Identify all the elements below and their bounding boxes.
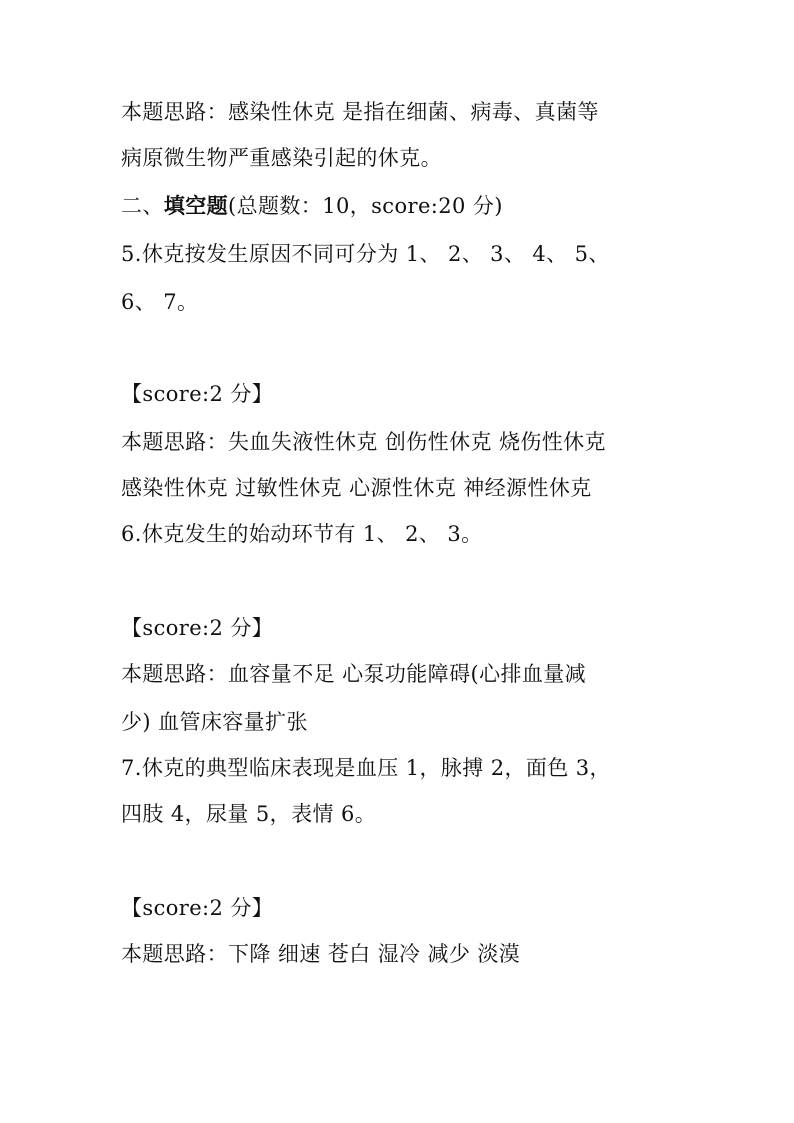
q7-question-line-1: 7.休克的典型临床表现是血压 1，脉搏 2，面色 3， — [121, 756, 611, 780]
section-prefix: 二、 — [121, 194, 164, 218]
q6-analysis-line-2: 少) 血管床容量扩张 — [121, 710, 308, 734]
q5-question-line-2: 6、 7。 — [121, 290, 199, 314]
section-heading — [121, 192, 503, 220]
section-title: 填空题 — [163, 193, 229, 218]
q7-analysis-line-1: 本题思路：下降 细速 苍白 湿冷 减少 淡漠 — [121, 942, 521, 966]
q5-analysis-line-2: 感染性休克 过敏性休克 心源性休克 神经源性休克 — [121, 476, 592, 500]
q5-question-line-1: 5.休克按发生原因不同可分为 1、 2、 3、 4、 5、 — [121, 242, 610, 266]
q6-score: 【score:2 分】 — [121, 616, 274, 640]
q4-analysis-line-1: 本题思路：感染性休克 是指在细菌、病毒、真菌等 — [121, 100, 599, 124]
q7-score: 【score:2 分】 — [121, 896, 274, 920]
section-meta: (总题数：10，score:20 分) — [228, 194, 503, 218]
q5-analysis-line-1: 本题思路：失血失液性休克 创伤性休克 烧伤性休克 — [121, 430, 606, 454]
q7-question-line-2: 四肢 4，尿量 5，表情 6。 — [121, 802, 377, 826]
q5-score: 【score:2 分】 — [121, 382, 274, 406]
q4-analysis-line-2: 病原微生物严重感染引起的休克。 — [121, 146, 442, 170]
q6-question-line-1: 6.休克发生的始动环节有 1、 2、 3。 — [121, 522, 483, 546]
q6-analysis-line-1: 本题思路：血容量不足 心泵功能障碍(心排血量减 — [121, 662, 587, 686]
